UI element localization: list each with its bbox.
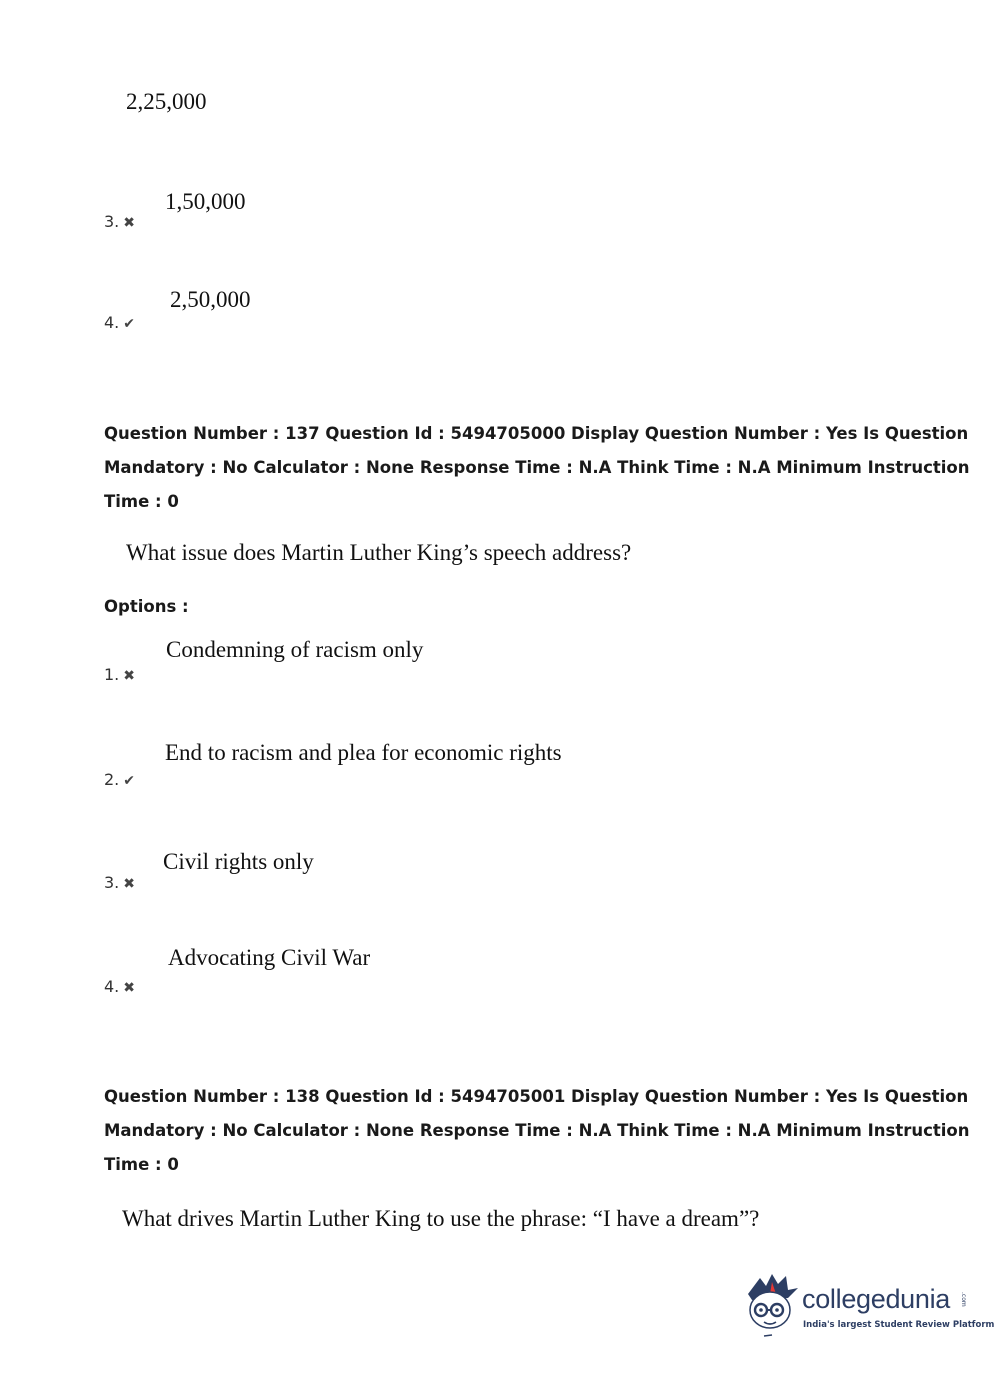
meta-line: Question Number : 138 Question Id : 5494705001 Display Question Number : Yes Is Question: [104, 1087, 969, 1106]
meta-line: Mandatory : No Calculator : None Response Time : N.A Think Time : N.A Minimum Instruction: [104, 458, 970, 477]
logo-domain-suffix: .com: [960, 1292, 967, 1307]
option-text: Condemning of racism only: [166, 637, 424, 662]
cross-icon: ✖: [123, 668, 135, 684]
prev-option-text: 2,50,000: [170, 287, 251, 312]
option-number-label: 3.: [104, 212, 120, 231]
option-number: [104, 873, 135, 892]
collegedunia-logo: [742, 1272, 995, 1342]
option-number-label: 4.: [104, 977, 120, 996]
question-137-text: What issue does Martin Luther King’s speech address?: [126, 540, 632, 565]
mascot-icon: [742, 1272, 800, 1338]
option-number-label: 4.: [104, 313, 120, 332]
prev-option-text: 2,25,000: [126, 89, 207, 114]
meta-line: Time : 0: [104, 1155, 179, 1174]
logo-wordmark: collegedunia: [802, 1284, 951, 1314]
prev-option-number: [104, 212, 135, 231]
cross-icon: ✖: [123, 876, 135, 892]
check-icon: ✔: [123, 316, 135, 332]
question-138-text: What drives Martin Luther King to use the phrase: “I have a dream”?: [122, 1206, 760, 1231]
question-138-meta: [104, 1080, 970, 1182]
cross-icon: ✖: [123, 980, 135, 996]
meta-line: Time : 0: [104, 492, 179, 511]
meta-line: Mandatory : No Calculator : None Response Time : N.A Think Time : N.A Minimum Instruction: [104, 1121, 970, 1140]
option-text: Advocating Civil War: [168, 945, 371, 970]
prev-option-number: [104, 313, 135, 332]
option-number: [104, 665, 135, 684]
option-text: End to racism and plea for economic rights: [165, 740, 562, 765]
check-icon: ✔: [123, 773, 135, 789]
option-number-label: 2.: [104, 770, 120, 789]
option-number: [104, 770, 135, 789]
meta-line: Question Number : 137 Question Id : 5494705000 Display Question Number : Yes Is Question: [104, 424, 969, 443]
options-label: Options :: [104, 597, 189, 616]
cross-icon: ✖: [123, 215, 135, 231]
option-text: Civil rights only: [163, 849, 314, 874]
option-number-label: 3.: [104, 873, 120, 892]
option-number: [104, 977, 135, 996]
question-137-meta: [104, 417, 970, 519]
option-number-label: 1.: [104, 665, 120, 684]
prev-option-text: 1,50,000: [165, 189, 246, 214]
logo-tagline: India's largest Student Review Platform: [803, 1320, 995, 1330]
